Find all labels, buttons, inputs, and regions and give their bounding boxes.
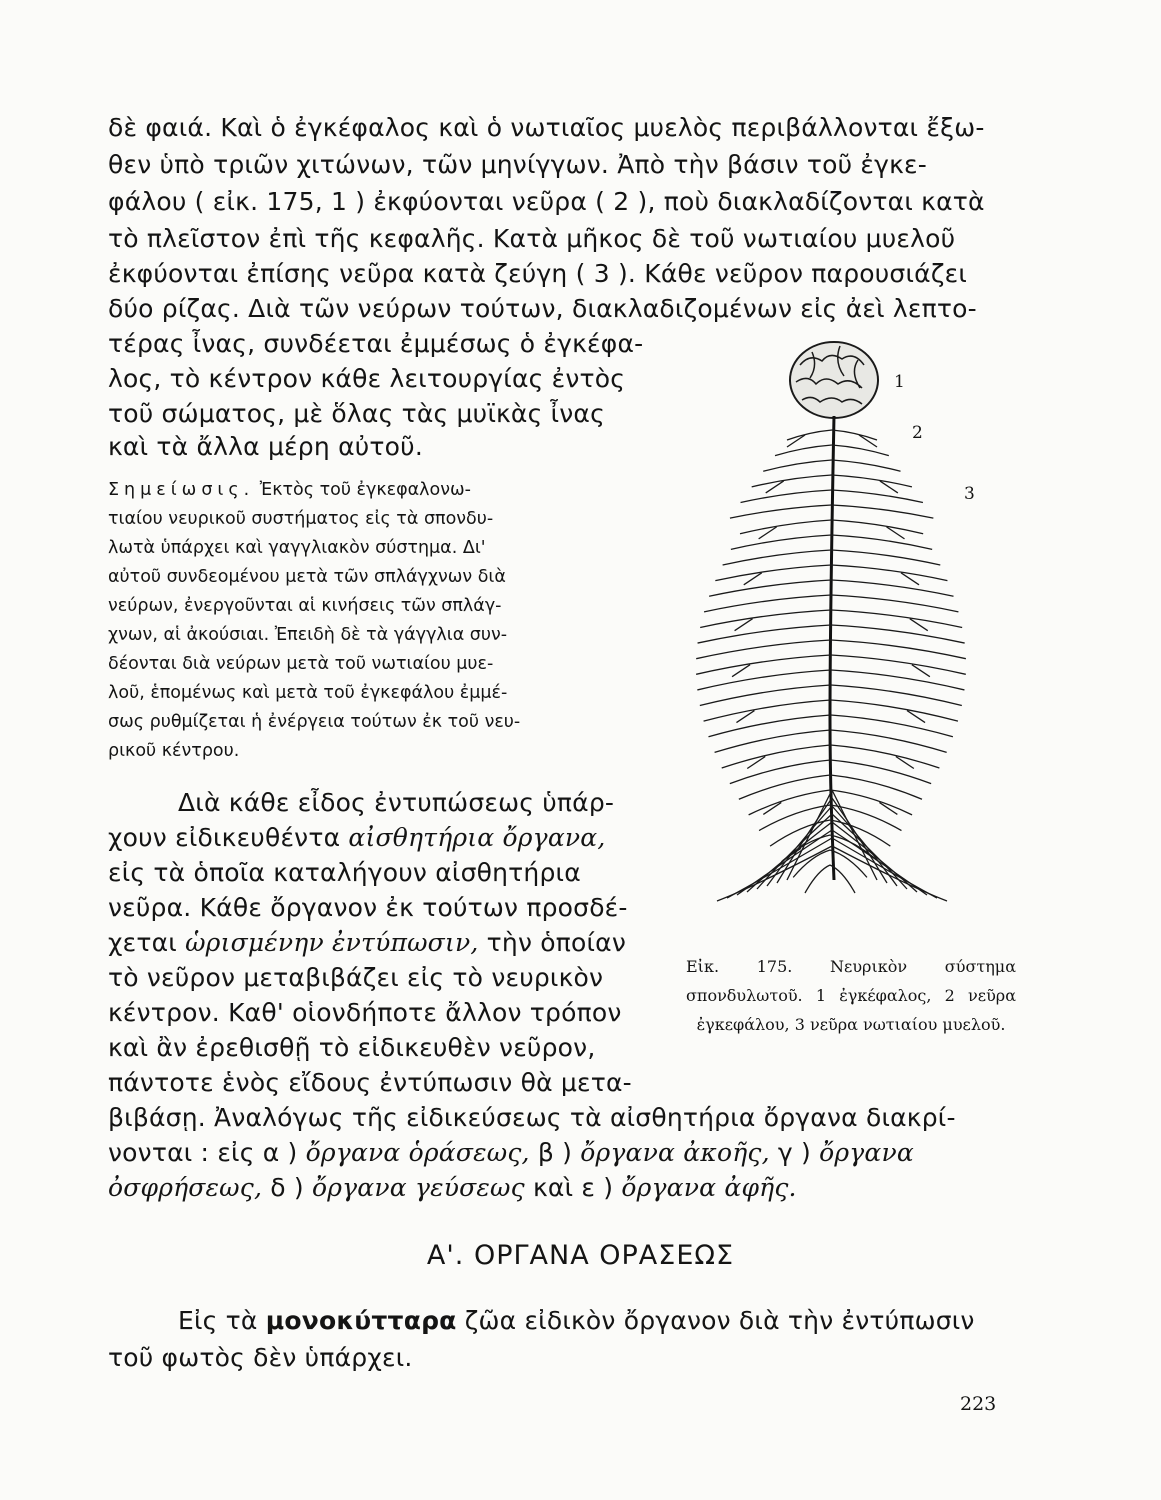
nerve-branch [704, 595, 831, 612]
note-line: τιαίου νευρικοῦ συστήματος εἰς τὰ σπονδυ- [108, 509, 494, 529]
text-line: λος, τὸ κέντρον κάθε λειτουργίας ἐντὸς [108, 364, 626, 393]
nerve-branch [715, 565, 831, 581]
section-heading: Α'. ΟΡΓΑΝΑ ΟΡΑΣΕΩΣ [426, 1240, 735, 1271]
text-span: καὶ ε ) [524, 1173, 622, 1202]
nerve-branch [830, 760, 931, 784]
nerve-branch [831, 565, 947, 581]
text-span: γ ) [769, 1138, 820, 1167]
nerve-branch [700, 610, 831, 627]
text-span: Εἰς τὰ [178, 1306, 266, 1335]
italic-term: ὄργανα ἀκοῆς, [580, 1138, 770, 1167]
note-line: νεύρων, ἐνεργοῦνται αἱ κινήσεις τῶν σπλάγ- [108, 596, 502, 616]
nerve-branch [832, 445, 889, 456]
text-line: Διὰ κάθε εἶδος ἐντυπώσεως ὑπάρ- [178, 788, 615, 817]
spinal-cord [830, 416, 834, 880]
text-line: δύο ρίζας. Διὰ τῶν νεύρων τούτων, διακλαδιζομένων εἰς ἀεὶ λεπτο- [108, 294, 977, 323]
note-line: χνων, αἱ ἀκούσιαι. Ἐπειδὴ δὲ τὰ γάγγλια συν- [108, 625, 508, 645]
nerve-branch [832, 846, 947, 901]
text-line: τέρας ἶνας, συνδέεται ἐμμέσως ὁ ἐγκέφα- [108, 329, 644, 358]
text-line: ἐκφύονται ἐπίσης νεῦρα κατὰ ζεύγη ( 3 ). Κάθε νεῦρον παρουσιάζει [108, 259, 967, 288]
text-line: εἰς τὰ ὁποῖα καταλήγουν αἰσθητήρια [108, 858, 581, 887]
nerve-branch [752, 475, 832, 487]
text-line: νεῦρα. Κάθε ὄργανον ἐκ τούτων προσδέ- [108, 893, 628, 922]
text-line: βιβάσῃ. Ἀναλόγως τῆς εἰδικεύσεως τὰ αἰσθητήρια ὄργανα διακρί- [108, 1103, 956, 1132]
text-line: τοῦ σώματος, μὲ ὅλας τὰς μυϊκὰς ἶνας [108, 399, 605, 428]
text-span: νονται : εἰς α ) [108, 1138, 306, 1167]
bold-term: μονοκύτταρα [265, 1306, 457, 1335]
italic-term: αἰσθητήρια ὄργανα, [348, 823, 606, 852]
note-line: λοῦ, ἑπομένως καὶ μετὰ τοῦ ἐγκεφάλου ἐμμέ- [108, 683, 508, 703]
brain-icon [790, 342, 878, 418]
italic-term: ὄργανα ὁράσεως, [305, 1138, 530, 1167]
nerve-branch [698, 625, 832, 643]
note-line [108, 476, 653, 505]
figure-label-2: 2 [912, 423, 923, 443]
text-line [108, 820, 653, 856]
nerve-branch [805, 865, 830, 893]
note-text: Ἐκτὸς τοῦ ἐγκεφαλονω- [259, 480, 471, 500]
text-line: τὸ νεῦρον μεταβιβάζει εἰς τὸ νευρικὸν [108, 963, 604, 992]
nerve-branch [723, 550, 832, 565]
page-number: 223 [960, 1393, 997, 1415]
nerve-branch [831, 595, 958, 612]
text-span: δ ) [262, 1173, 313, 1202]
nerve-branch [709, 580, 831, 596]
text-span: β ) [529, 1138, 581, 1167]
nerve-branch [730, 760, 831, 784]
nerve-branch [700, 685, 831, 706]
text-line: φάλου ( εἰκ. 175, 1 ) ἐκφύονται νεῦρα ( 2 ), ποὺ διακλαδίζονται κατὰ [108, 187, 985, 216]
nerve-branch [740, 520, 832, 534]
nerve-branch [832, 505, 934, 518]
nerve-branch [731, 535, 832, 549]
nerve-branch [759, 805, 830, 831]
figure-label-1: 1 [894, 372, 905, 392]
text-line: πάντοτε ἑνὸς εἴδους ἐντύπωσιν θὰ μετα- [108, 1068, 632, 1097]
note-line: σως ρυθμίζεται ἡ ἐνέργεια τούτων ἐκ τοῦ νευ- [108, 712, 521, 732]
nerve-branch [715, 730, 831, 752]
nervous-system-illustration [680, 320, 1010, 930]
section-text-line [178, 1303, 1073, 1339]
nerve-branch [831, 610, 962, 627]
nerve-branch [832, 430, 877, 440]
nerve-branch [704, 700, 831, 721]
nerve-branch [832, 535, 933, 549]
figure-caption: Εἰκ. 175. Νευρικὸν σύστημα σπονδυλωτοῦ. 1 ἐγκέφαλος, 2 νεῦρα ἐγκεφάλου, 3 νεῦρα νωτιαίου μυελοῦ. [686, 957, 1016, 1034]
nerve-branch [741, 490, 832, 502]
nerve-branch [831, 715, 953, 737]
note-line: λωτὰ ὑπάρχει καὶ γαγγλιακὸν σύστημα. Δι' [108, 538, 486, 558]
nerve-branch [832, 838, 937, 898]
nerve-branch [763, 460, 832, 471]
nerve-branch [730, 505, 832, 518]
italic-term: ὄργανα ἀφῆς. [621, 1173, 797, 1202]
text-span: ζῶα εἰδικὸν ὄργανον διὰ τὴν ἐντύπωσιν [456, 1306, 975, 1335]
nerve-branch [709, 715, 831, 737]
text-line [108, 1135, 1003, 1171]
nerve-branch [832, 475, 912, 487]
text-line: καὶ τὰ ἄλλα μέρη αὐτοῦ. [108, 432, 423, 461]
nerve-branch [831, 550, 940, 565]
section-text-line: τοῦ φωτὸς δὲν ὑπάρχει. [108, 1343, 413, 1372]
nerve-branch [739, 775, 831, 799]
italic-term: ὄργανα γεύσεως [312, 1173, 525, 1202]
nerve-branch [722, 745, 831, 768]
text-line [108, 925, 653, 961]
note-line: ρικοῦ κέντρου. [108, 741, 240, 761]
text-span: τὴν ὁποίαν [478, 928, 627, 957]
text-line: καὶ ἂν ἐρεθισθῇ τὸ εἰδικευθὲν νεῦρον, [108, 1033, 596, 1062]
nerve-branch [832, 520, 924, 534]
italic-term: ὡρισμένην ἐντύπωσιν, [185, 928, 479, 957]
nerve-branch [831, 745, 940, 768]
nerve-branch [717, 846, 832, 901]
text-line: δὲ φαιά. Καὶ ὁ ἐγκέφαλος καὶ ὁ νωτιαῖος μυελὸς περιβάλλονται ἔξω- [108, 113, 985, 142]
nerve-branch [787, 430, 832, 440]
text-line: κέντρον. Καθ' οἱονδήποτε ἄλλον τρόπον [108, 998, 622, 1027]
nerve-branch [831, 700, 958, 721]
nerve-branch [830, 775, 922, 799]
note-line: αὐτοῦ συνδεομένου μετὰ τῶν σπλάγχνων διὰ [108, 567, 506, 587]
text-line: τὸ πλεῖστον ἐπὶ τῆς κεφαλῆς. Κατὰ μῆκος δὲ τοῦ νωτιαίου μυελοῦ [108, 224, 956, 253]
nerve-branch [832, 490, 923, 502]
nerve-branch [775, 445, 832, 456]
note-label: Σημείωσις. [108, 480, 255, 500]
nerve-branch [832, 460, 901, 471]
text-line: θεν ὑπὸ τριῶν χιτώνων, τῶν μηνίγγων. Ἀπὸ τὴν βάσιν τοῦ ἐγκε- [108, 150, 927, 179]
text-span: χουν εἰδικευθέντα [108, 823, 349, 852]
nerve-branch [831, 580, 953, 596]
text-span: χεται [108, 928, 186, 957]
nerve-branch [749, 790, 831, 815]
nerve-branch [727, 838, 832, 898]
nerve-branch [831, 685, 962, 706]
note-line: δέονται διὰ νεύρων μετὰ τοῦ νωτιαίου μυε- [108, 654, 494, 674]
italic-term: ὀσφρήσεως, [108, 1173, 263, 1202]
text-line [108, 1170, 1003, 1206]
figure-label-3: 3 [964, 484, 975, 504]
italic-term: ὄργανα [819, 1138, 914, 1167]
nerve-branch [831, 730, 947, 752]
nerve-branch [831, 625, 965, 643]
